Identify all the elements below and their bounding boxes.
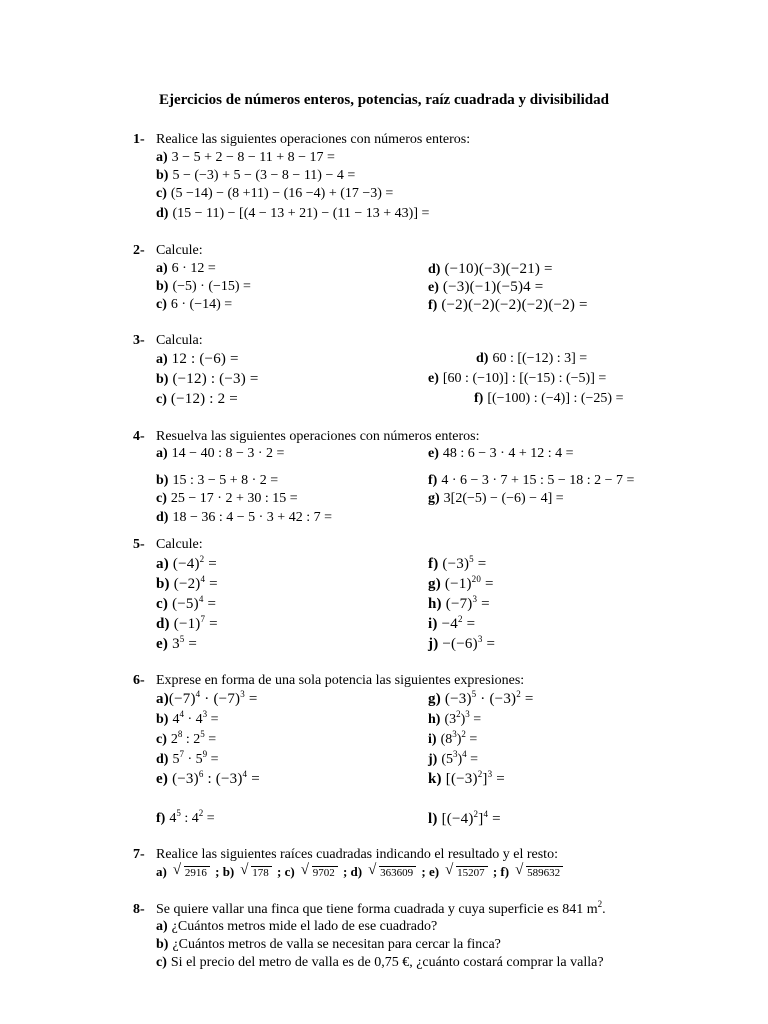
power-exponent: 3: [477, 634, 483, 644]
exercise-item: [156, 636, 197, 652]
power-exponent: 3: [202, 709, 208, 719]
square-root-icon: [173, 864, 210, 880]
item-label: a): [156, 919, 168, 934]
exercise-item: [428, 729, 478, 748]
power-base: [(−4): [441, 811, 474, 827]
item-expression: 14 − 40 : 8 − 3 · 2 =: [171, 446, 285, 461]
item-label: g): [428, 691, 441, 707]
power-exponent: 4: [483, 809, 489, 819]
exercise-item: [156, 576, 218, 592]
item-expression: 3 − 5 + 2 − 8 − 11 + 8 − 17 =: [171, 150, 335, 165]
item-expression: 18 − 36 : 4 − 5 · 3 + 42 : 7 =: [172, 510, 332, 525]
power-base: (−7): [168, 691, 196, 707]
exercise-item: [474, 391, 624, 407]
item-label: c): [156, 732, 167, 747]
power-exponent: 3: [453, 749, 458, 759]
exercise-instruction: Realice las siguientes operaciones con números enteros:: [156, 132, 471, 147]
radicand: 363609: [379, 866, 416, 879]
exercise-instruction: Calcule:: [156, 537, 203, 552]
power-exponent: 3: [487, 769, 493, 779]
item-label: k): [428, 771, 442, 787]
power-base: (3: [444, 712, 457, 727]
power-base: (−3): [172, 771, 199, 787]
power-base: (−4): [172, 556, 200, 572]
item-expression: 60 : [(−12) : 3] =: [492, 351, 588, 366]
exercise-item: [156, 491, 298, 507]
equals-sign: =: [205, 616, 218, 632]
instruction-end: .: [602, 902, 606, 917]
exercise-number: 6-: [133, 673, 145, 688]
item-label: a): [156, 261, 168, 276]
power-exponent: 5: [471, 689, 477, 699]
exercise-number: 5-: [133, 537, 145, 552]
item-label: i): [428, 732, 437, 747]
exercise-item: [476, 351, 587, 367]
item-label: c): [156, 297, 167, 312]
item-expression: 5 − (−3) + 5 − (3 − 8 − 11) − 4 =: [172, 168, 356, 183]
equals-sign: =: [184, 636, 198, 652]
power-base: 2: [170, 732, 178, 747]
item-label: j): [428, 752, 438, 767]
item-expression: (−3)(−1)(−5)4 =: [442, 279, 544, 295]
power-base: [(−3): [445, 771, 478, 787]
item-label: l): [428, 811, 438, 827]
power-exponent: 2: [477, 769, 483, 779]
power-base: 5: [195, 752, 203, 767]
separator: ;: [339, 864, 348, 879]
exercise-item: [428, 261, 553, 278]
power-base: (−5): [172, 596, 199, 612]
item-label: i): [428, 616, 438, 632]
power-exponent: 7: [200, 614, 206, 624]
equals-sign: =: [203, 596, 217, 612]
exercise-item: [156, 709, 219, 728]
item-label: g): [428, 491, 440, 506]
item-label: c): [156, 392, 167, 407]
power-base: −4: [441, 616, 458, 632]
exercise-instruction: Realice las siguientes raíces cuadradas indicando el resultado y el resto:: [156, 847, 558, 862]
power-exponent: 4: [195, 689, 201, 699]
exercise-number: 8-: [133, 902, 145, 917]
item-label: f): [156, 811, 166, 826]
exercise-item: [156, 749, 219, 768]
item-label: f): [474, 391, 484, 406]
equals-sign: =: [203, 811, 215, 826]
radicand: 15207: [456, 866, 488, 879]
exercise-item: [428, 596, 490, 612]
item-question: ¿Cuántos metros de valla se necesitan para cercar la finca?: [172, 937, 501, 952]
exercise-item: [428, 371, 606, 387]
item-question: Si el precio del metro de valla es de 0,75 €, ¿cuánto costará comprar la valla?: [170, 955, 604, 970]
item-expression: 3[2(−5) − (−6) − 4] =: [443, 491, 564, 506]
exercise-item: [156, 186, 393, 202]
item-label: e): [428, 446, 439, 461]
equals-sign: =: [488, 811, 501, 827]
item-label: g): [428, 576, 441, 592]
separator: ;: [489, 864, 498, 879]
power-exponent: 5: [469, 554, 474, 564]
exercise-item: [156, 691, 258, 707]
item-expression: 6 · (−14) =: [170, 297, 233, 312]
power-exponent: 5: [200, 729, 205, 739]
item-expression: (15 − 11) − [(4 − 13 + 21) − (11 − 13 + 43)] =: [172, 206, 430, 221]
exercise-number: 2-: [133, 243, 145, 258]
exercise-instruction: Resuelva las siguientes operaciones con números enteros:: [156, 429, 480, 444]
operator: ·: [183, 712, 196, 727]
exercise-instruction: Calcula:: [156, 333, 203, 348]
exercise-item: [156, 150, 335, 166]
exercise-number: 4-: [133, 429, 145, 444]
exercise-item: [428, 279, 543, 296]
item-label: a): [156, 446, 168, 461]
item-expression: 6 · 12 =: [171, 261, 216, 276]
exercise-item: [156, 556, 217, 572]
item-expression: (−12) : 2 =: [170, 391, 238, 407]
power-base: (8: [440, 732, 453, 747]
power-exponent: 20: [471, 574, 482, 584]
exercise-number: 3-: [133, 333, 145, 348]
item-label: e): [428, 280, 439, 295]
exercise-item: [156, 206, 429, 222]
exercise-number: 7-: [133, 847, 145, 862]
operator: ·: [476, 691, 490, 707]
power-base: 4: [172, 712, 180, 727]
item-label: e): [156, 636, 169, 652]
item-label: j): [428, 636, 439, 652]
equals-sign: =: [466, 752, 479, 767]
equals-sign: =: [477, 596, 490, 612]
exercise-item: [428, 297, 588, 314]
equals-sign: =: [207, 752, 219, 767]
power-exponent: 2: [198, 808, 204, 818]
item-label: h): [428, 712, 441, 727]
power-base: 4: [191, 811, 199, 826]
item-expression: 12 : (−6) =: [171, 351, 239, 367]
item-label: b): [156, 937, 169, 952]
exercise-item: [156, 616, 218, 632]
item-label: d): [428, 262, 441, 277]
item-expression: (5 −14) − (8 +11) − (16 −4) + (17 −3) =: [170, 186, 394, 201]
exercise-item: [428, 811, 501, 827]
exercise-item: [156, 510, 332, 526]
exercise-item: [428, 616, 475, 632]
item-label: d): [476, 351, 489, 366]
operator: :: [203, 771, 216, 787]
radicand: 589632: [526, 866, 563, 879]
exercise-item: [428, 771, 505, 787]
exercise-item: [428, 576, 494, 592]
power-exponent: 2: [473, 809, 479, 819]
exercise-item: [428, 446, 574, 462]
item-expression: 48 : 6 − 3 · 4 + 12 : 4 =: [442, 446, 574, 461]
power-exponent: 4: [462, 749, 467, 759]
power-base: (−7): [445, 596, 473, 612]
item-expression: 4 · 6 − 3 · 7 + 15 : 5 − 18 : 2 − 7 =: [441, 473, 635, 488]
equals-sign: =: [244, 691, 258, 707]
equals-sign: =: [247, 771, 260, 787]
item-label: d): [156, 206, 169, 221]
exercise-item: [156, 771, 260, 787]
item-label: a): [156, 150, 168, 165]
power-exponent: 6: [198, 769, 204, 779]
power-base: 3: [172, 636, 180, 652]
item-label: f): [500, 864, 510, 879]
exercise-item: [428, 691, 534, 707]
power-base: ]: [482, 771, 488, 787]
power-base: (−1): [444, 576, 472, 592]
exercise-item: [156, 371, 259, 388]
item-label: e): [156, 771, 169, 787]
exercise-number: 1-: [133, 132, 145, 147]
page-title: Ejercicios de números enteros, potencias, raíz cuadrada y divisibilidad: [158, 92, 609, 108]
exercise-item: [428, 491, 564, 507]
equals-sign: =: [204, 556, 217, 572]
exercise-item: [156, 808, 215, 827]
power-exponent: 2: [456, 709, 461, 719]
equals-sign: =: [482, 636, 496, 652]
power-exponent: 4: [198, 594, 204, 604]
item-label: d): [156, 510, 169, 525]
operator: :: [180, 811, 192, 826]
item-label: d): [156, 616, 170, 632]
exercise-item: [156, 937, 501, 953]
item-question: ¿Cuántos metros mide el lado de ese cuadrado?: [171, 919, 438, 934]
exercise-item: [156, 351, 239, 368]
power-exponent: 2: [516, 689, 521, 699]
item-label: c): [156, 186, 167, 201]
exercise-item: [156, 261, 216, 277]
item-label: b): [156, 372, 169, 387]
item-label: f): [428, 298, 438, 313]
exercise-item: [156, 279, 251, 295]
exercise-instruction: Calcule:: [156, 243, 203, 258]
power-base: ): [460, 712, 466, 727]
power-base: (−3): [489, 691, 517, 707]
power-base: ): [456, 732, 462, 747]
item-label: a): [156, 691, 169, 707]
exercise-item: [156, 168, 355, 184]
equals-sign: =: [462, 616, 476, 632]
equals-sign: =: [207, 712, 219, 727]
item-expression: (−12) : (−3) =: [172, 371, 259, 387]
exercise-item: [156, 473, 278, 489]
item-label: f): [428, 473, 438, 488]
item-expression: [60 : (−10)] : [(−15) : (−5)] =: [442, 371, 607, 386]
exercise-item: [156, 955, 604, 971]
operator: ·: [183, 752, 196, 767]
exercise-item: [428, 636, 495, 652]
exercise-item: [428, 749, 479, 768]
item-label: c): [284, 864, 295, 879]
equals-sign: =: [492, 771, 505, 787]
operator: ·: [200, 691, 214, 707]
power-exponent: 4: [200, 574, 206, 584]
item-expression: 25 − 17 · 2 + 30 : 15 =: [170, 491, 298, 506]
item-label: h): [428, 596, 442, 612]
unit-exponent: 2: [597, 899, 603, 909]
exercise-instruction: [156, 899, 606, 918]
power-exponent: 5: [179, 634, 185, 644]
exercise-instruction: Exprese en forma de una sola potencia las siguientes expresiones:: [156, 673, 525, 688]
exercise-item: [156, 446, 284, 462]
item-label: e): [428, 371, 439, 386]
power-base: 5: [172, 752, 180, 767]
power-base: −(−6): [442, 636, 478, 652]
radicand: 178: [251, 866, 272, 879]
item-label: d): [156, 752, 169, 767]
power-exponent: 3: [465, 709, 470, 719]
item-label: c): [156, 955, 167, 970]
power-base: (−1): [173, 616, 201, 632]
power-exponent: 7: [179, 749, 184, 759]
power-exponent: 3: [452, 729, 457, 739]
exercise-item: [156, 596, 216, 612]
power-base: (−3): [442, 556, 470, 572]
power-exponent: 2: [457, 614, 463, 624]
operator: :: [182, 732, 194, 747]
equals-sign: =: [469, 712, 482, 727]
equals-sign: =: [205, 576, 218, 592]
power-exponent: 4: [179, 709, 184, 719]
square-root-icon: [515, 864, 563, 880]
power-exponent: 5: [176, 808, 181, 818]
equals-sign: =: [481, 576, 494, 592]
radicand: 2916: [184, 866, 210, 879]
power-exponent: 8: [177, 729, 183, 739]
item-label: d): [350, 864, 363, 879]
equals-sign: =: [473, 556, 487, 572]
item-expression: [(−100) : (−4)] : (−25) =: [487, 391, 624, 406]
separator: ;: [418, 864, 426, 879]
power-exponent: 2: [199, 554, 205, 564]
power-base: ): [457, 752, 463, 767]
square-root-icon: [445, 864, 488, 880]
exercise-item: [156, 297, 232, 313]
item-label: a): [156, 556, 169, 572]
equals-sign: =: [520, 691, 534, 707]
power-base: 4: [195, 712, 203, 727]
equals-sign: =: [465, 732, 478, 747]
separator: ;: [211, 864, 220, 879]
square-root-list: [156, 864, 565, 880]
item-label: b): [156, 168, 169, 183]
equals-sign: =: [204, 732, 217, 747]
item-expression: 15 : 3 − 5 + 8 · 2 =: [172, 473, 279, 488]
item-label: c): [156, 596, 169, 612]
square-root-icon: [301, 864, 338, 880]
power-base: 4: [169, 811, 177, 826]
item-label: a): [156, 352, 168, 367]
radicand: 9702: [312, 866, 338, 879]
power-exponent: 9: [202, 749, 208, 759]
item-label: b): [156, 576, 170, 592]
exercise-item: [156, 919, 437, 935]
exercise-item: [428, 709, 482, 728]
item-label: c): [156, 491, 167, 506]
power-base: (−3): [215, 771, 243, 787]
power-base: (−2): [173, 576, 201, 592]
item-label: b): [156, 712, 169, 727]
item-label: b): [156, 473, 169, 488]
power-base: ]: [478, 811, 484, 827]
item-expression: (−2)(−2)(−2)(−2)(−2) =: [441, 297, 588, 313]
power-base: (−7): [213, 691, 241, 707]
item-label: b): [222, 864, 235, 879]
item-label: e): [428, 864, 440, 879]
power-base: 2: [193, 732, 201, 747]
power-exponent: 3: [472, 594, 478, 604]
item-label: b): [156, 279, 169, 294]
item-label: a): [156, 864, 167, 879]
exercise-item: [428, 473, 634, 489]
item-expression: (−10)(−3)(−21) =: [444, 261, 553, 277]
power-exponent: 4: [242, 769, 248, 779]
instruction-text: Se quiere vallar una finca que tiene forma cuadrada y cuya superficie es 841 m: [156, 902, 598, 917]
separator: ;: [273, 864, 282, 879]
item-expression: (−5) · (−15) =: [172, 279, 251, 294]
exercise-item: [156, 391, 238, 408]
item-label: f): [428, 556, 439, 572]
power-base: (−3): [444, 691, 472, 707]
power-exponent: 2: [461, 729, 466, 739]
square-root-icon: [240, 864, 272, 880]
exercise-item: [156, 729, 217, 748]
power-exponent: 3: [240, 689, 245, 699]
power-base: (5: [441, 752, 453, 767]
exercise-item: [428, 556, 486, 572]
square-root-icon: [368, 864, 416, 880]
